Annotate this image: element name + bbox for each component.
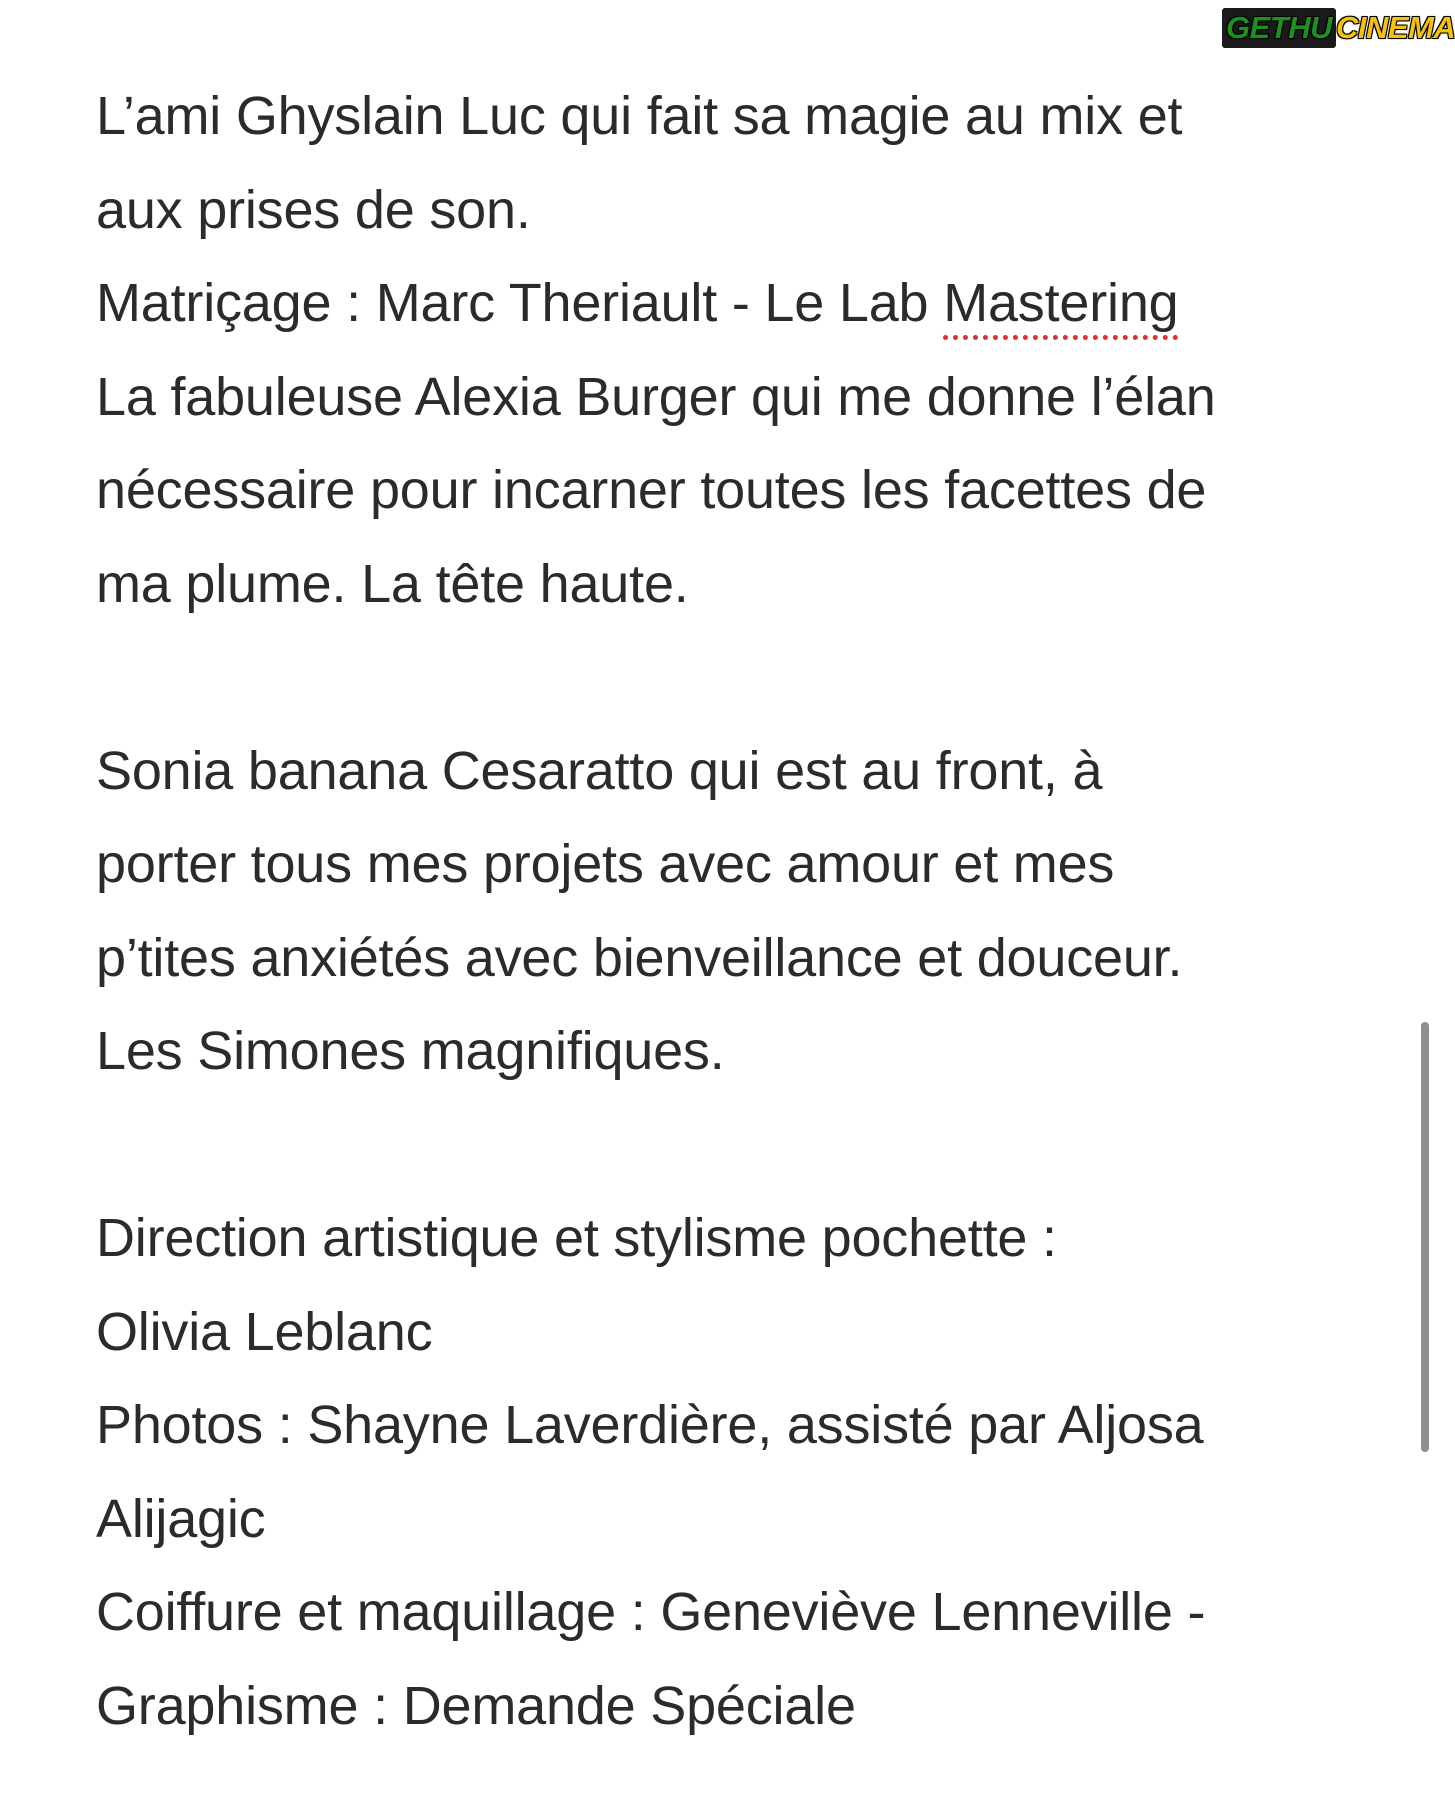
blank-line	[96, 1099, 1386, 1193]
note-line: Direction artistique et stylisme pochette :	[96, 1208, 1057, 1268]
spellcheck-flagged-word[interactable]: Mastering	[943, 273, 1179, 333]
note-line: p’tites anxiétés avec bienveillance et douceur.	[96, 927, 1183, 988]
note-line: porter tous mes projets avec amour et mes	[96, 834, 1115, 894]
vertical-scrollbar[interactable]	[1421, 1022, 1429, 1452]
watermark-logo	[1222, 6, 1455, 50]
note-line: L’ami Ghyslain Luc qui fait sa magie au mix et	[96, 86, 1183, 146]
note-line: Graphisme : Demande Spéciale	[96, 1675, 856, 1736]
note-line: Olivia Leblanc	[96, 1301, 433, 1362]
note-line-prefix: Matriçage : Marc Theriault - Le Lab	[96, 273, 944, 333]
note-line: Alijagic	[96, 1488, 266, 1549]
watermark-part-1: GETHU	[1222, 8, 1336, 48]
note-line: Les Simones magnifiques.	[96, 1021, 725, 1081]
note-line	[96, 257, 1386, 351]
note-line: Coiffure et maquillage : Geneviève Lenneville -	[96, 1582, 1206, 1642]
note-line: Photos : Shayne Laverdière, assisté par Aljosa	[96, 1395, 1204, 1455]
note-line: aux prises de son.	[96, 179, 531, 240]
note-body[interactable]	[96, 70, 1386, 1753]
note-line: nécessaire pour incarner toutes les facettes de	[96, 460, 1207, 520]
note-line: La fabuleuse Alexia Burger qui me donne l’élan	[96, 366, 1216, 427]
note-line: Sonia banana Cesaratto qui est au front, à	[96, 740, 1103, 801]
blank-line	[96, 631, 1386, 725]
note-line: ma plume. La tête haute.	[96, 553, 689, 614]
watermark-part-2: CINEMA	[1336, 10, 1455, 45]
